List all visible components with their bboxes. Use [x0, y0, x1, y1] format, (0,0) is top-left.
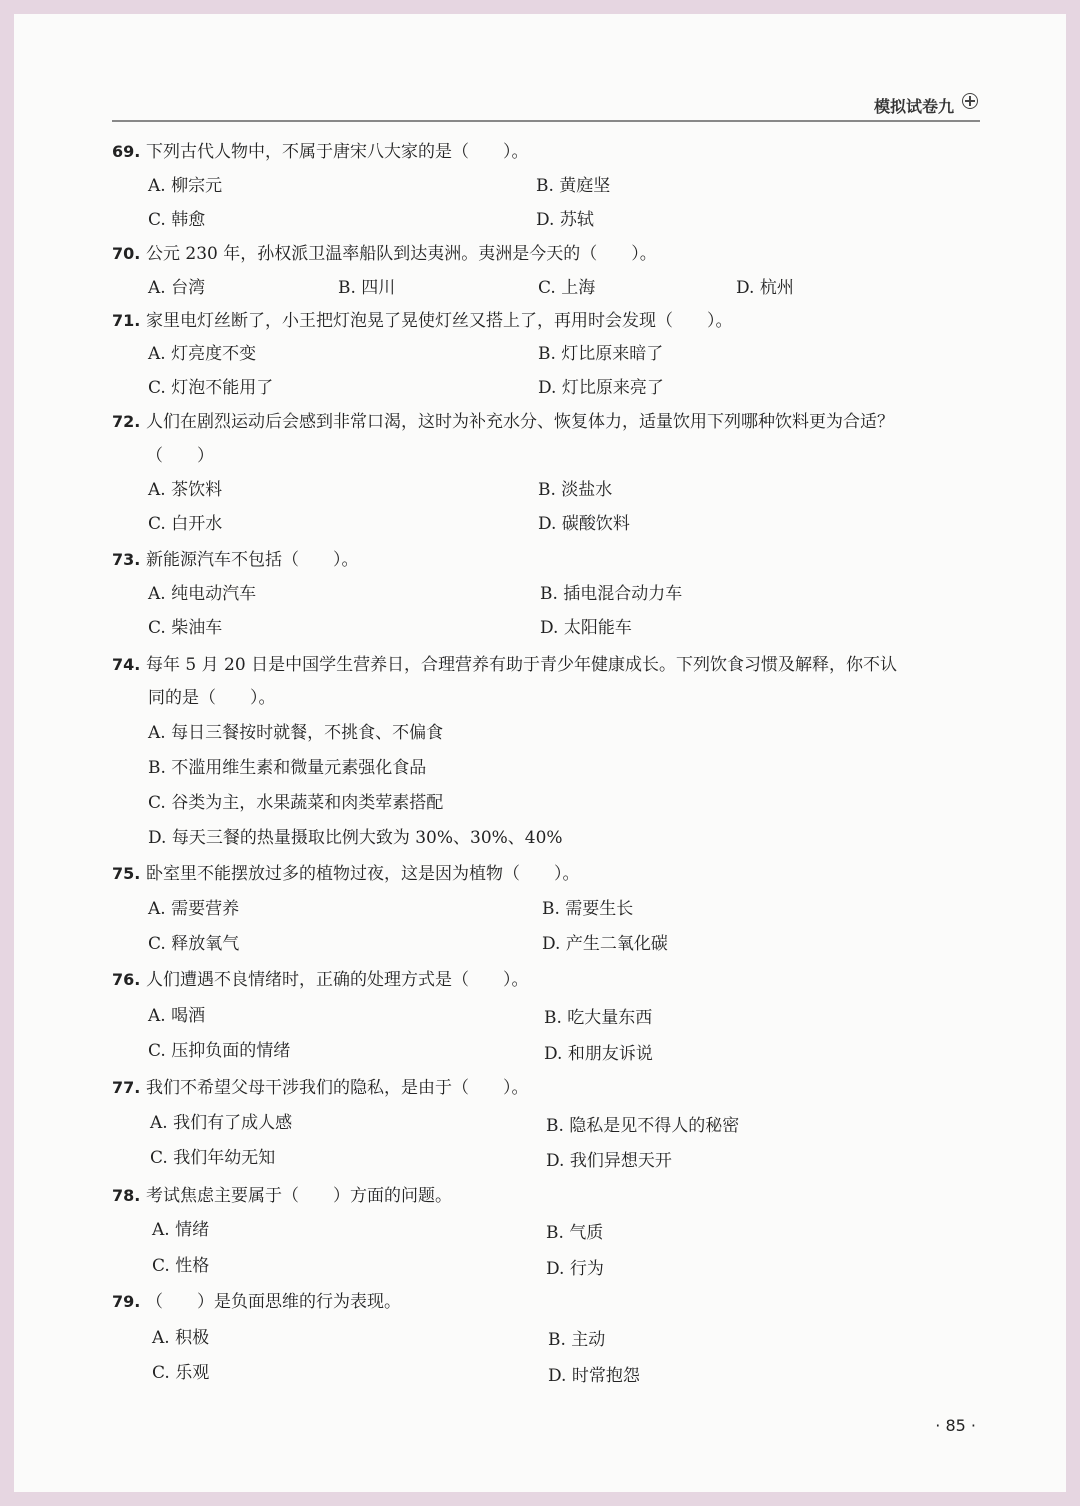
option-d[interactable]: D. 太阳能车 [540, 618, 632, 638]
question-stem: （ ）是负面思维的行为表现。 [146, 1292, 401, 1312]
question-78 [112, 1180, 992, 1212]
option-d[interactable]: D. 产生二氧化碳 [542, 934, 668, 954]
option-d[interactable]: D. 杭州 [736, 278, 794, 298]
option-c[interactable]: C. 谷类为主，水果蔬菜和肉类荤素搭配 [148, 793, 444, 813]
option-c[interactable]: C. 我们年幼无知 [150, 1148, 276, 1168]
option-a[interactable]: A. 纯电动汽车 [148, 584, 257, 604]
option-a[interactable]: A. 我们有了成人感 [150, 1113, 293, 1133]
option-a[interactable]: A. 喝酒 [148, 1006, 206, 1026]
question-stem-continued: 同的是（ ）。 [148, 688, 276, 708]
question-stem: 家里电灯丝断了，小王把灯泡晃了晃使灯丝又搭上了，再用时会发现（ ）。 [146, 311, 733, 331]
question-number: 70. [112, 244, 141, 263]
exam-page [14, 14, 1066, 1492]
question-stem: 每年 5 月 20 日是中国学生营养日，合理营养有助于青少年健康成长。下列饮食习惯及解释，你不认 [146, 655, 898, 675]
option-b[interactable]: B. 淡盐水 [538, 480, 613, 500]
question-79 [112, 1286, 992, 1318]
question-stem: 卧室里不能摆放过多的植物过夜，这是因为植物（ ）。 [146, 864, 580, 884]
option-b[interactable]: B. 插电混合动力车 [540, 584, 683, 604]
question-76 [112, 964, 992, 996]
option-c[interactable]: C. 上海 [538, 278, 596, 298]
option-b[interactable]: B. 四川 [338, 278, 396, 298]
option-d[interactable]: D. 灯比原来亮了 [538, 378, 664, 398]
question-stem: 人们遭遇不良情绪时，正确的处理方式是（ ）。 [146, 970, 529, 990]
question-69 [112, 136, 992, 168]
option-c[interactable]: C. 柴油车 [148, 618, 223, 638]
question-number: 69. [112, 142, 141, 161]
question-number: 73. [112, 550, 141, 569]
option-d[interactable]: D. 每天三餐的热量摄取比例大致为 30%、30%、40% [148, 828, 563, 848]
option-b[interactable]: B. 黄庭坚 [536, 176, 611, 196]
option-c[interactable]: C. 白开水 [148, 514, 223, 534]
option-b[interactable]: B. 灯比原来暗了 [538, 344, 664, 364]
option-b[interactable]: B. 吃大量东西 [544, 1008, 653, 1028]
option-c[interactable]: C. 灯泡不能用了 [148, 378, 274, 398]
question-number: 72. [112, 412, 141, 431]
question-number: 79. [112, 1292, 141, 1311]
option-b[interactable]: B. 气质 [546, 1223, 604, 1243]
option-c[interactable]: C. 乐观 [152, 1363, 210, 1383]
option-d[interactable]: D. 碳酸饮料 [538, 514, 630, 534]
option-a[interactable]: A. 情绪 [152, 1220, 210, 1240]
question-73 [112, 544, 992, 576]
question-stem: 人们在剧烈运动后会感到非常口渴，这时为补充水分、恢复体力，适量饮用下列哪种饮料更为合适？ [146, 412, 894, 432]
question-number: 77. [112, 1078, 141, 1097]
option-c[interactable]: C. 压抑负面的情绪 [148, 1041, 291, 1061]
option-a[interactable]: A. 积极 [152, 1328, 210, 1348]
option-a[interactable]: A. 需要营养 [148, 899, 240, 919]
question-72 [112, 406, 992, 438]
question-stem: 我们不希望父母干涉我们的隐私，是由于（ ）。 [146, 1078, 529, 1098]
question-75 [112, 858, 992, 890]
question-stem-continued: （ ） [146, 446, 214, 466]
option-a[interactable]: A. 每日三餐按时就餐，不挑食、不偏食 [148, 723, 444, 743]
option-a[interactable]: A. 柳宗元 [148, 176, 223, 196]
option-a[interactable]: A. 茶饮料 [148, 480, 223, 500]
question-71 [112, 305, 992, 337]
option-c[interactable]: C. 性格 [152, 1256, 210, 1276]
option-b[interactable]: B. 隐私是见不得人的秘密 [546, 1116, 740, 1136]
question-70 [112, 238, 992, 270]
option-d[interactable]: D. 时常抱怨 [548, 1366, 640, 1386]
question-stem: 下列古代人物中，不属于唐宋八大家的是（ ）。 [146, 142, 529, 162]
option-c[interactable]: C. 韩愈 [148, 210, 206, 230]
question-number: 76. [112, 970, 141, 989]
paper-title: 模拟试卷九 [873, 97, 954, 116]
option-d[interactable]: D. 行为 [546, 1259, 604, 1279]
option-b[interactable]: B. 需要生长 [542, 899, 634, 919]
option-b[interactable]: B. 主动 [548, 1330, 606, 1350]
question-number: 78. [112, 1186, 141, 1205]
option-b[interactable]: B. 不滥用维生素和微量元素强化食品 [148, 758, 427, 778]
question-list [14, 14, 1066, 1492]
question-77 [112, 1072, 992, 1104]
question-stem: 新能源汽车不包括（ ）。 [146, 550, 359, 570]
question-number: 71. [112, 311, 141, 330]
question-number: 75. [112, 864, 141, 883]
question-stem: 考试焦虑主要属于（ ）方面的问题。 [146, 1186, 452, 1206]
option-c[interactable]: C. 释放氧气 [148, 934, 240, 954]
option-d[interactable]: D. 苏轼 [536, 210, 594, 230]
question-74 [112, 649, 992, 681]
option-a[interactable]: A. 台湾 [148, 278, 206, 298]
option-d[interactable]: D. 和朋友诉说 [544, 1044, 653, 1064]
question-number: 74. [112, 655, 141, 674]
option-d[interactable]: D. 我们异想天开 [546, 1151, 672, 1171]
option-a[interactable]: A. 灯亮度不变 [148, 344, 257, 364]
page-number: · 85 · [935, 1416, 976, 1435]
question-stem: 公元 230 年，孙权派卫温率船队到达夷洲。夷洲是今天的（ ）。 [146, 244, 657, 264]
